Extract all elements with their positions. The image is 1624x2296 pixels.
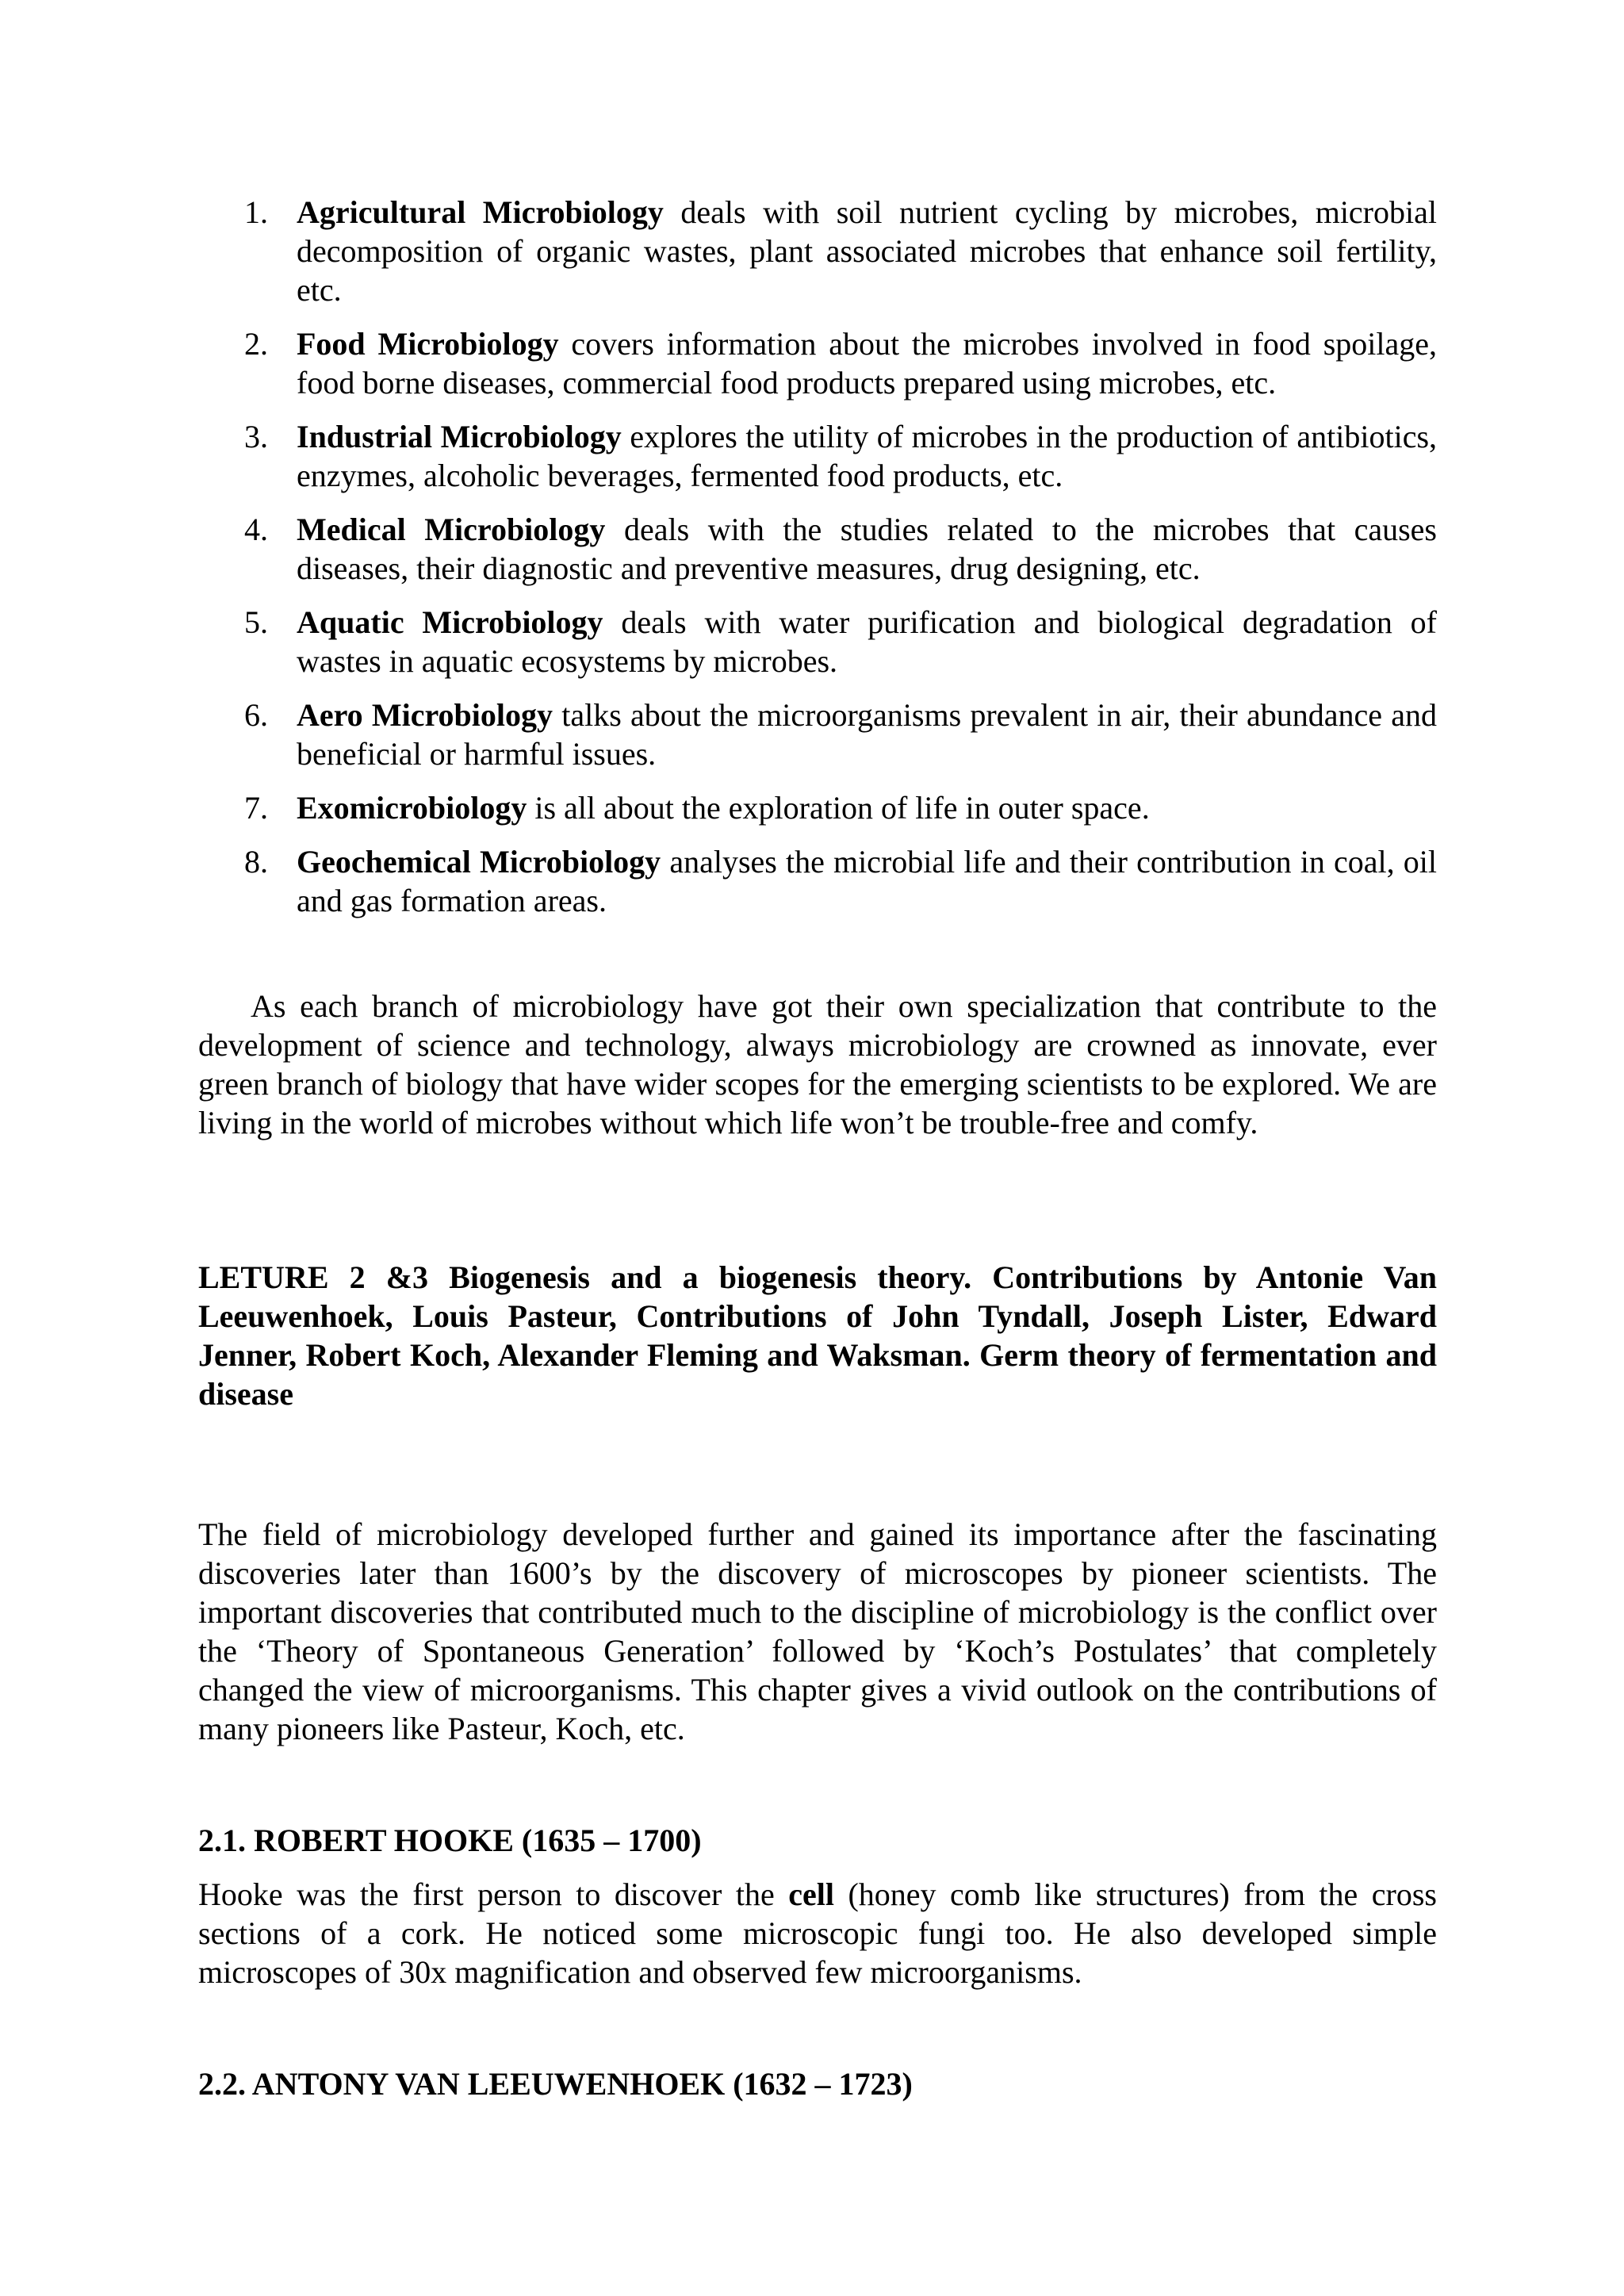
branch-description: deals with water purification and biological degradation of wastes in aquatic ecosystems by microbes. xyxy=(297,604,1437,679)
hooke-bold-word: cell xyxy=(788,1876,834,1912)
list-item-number: 3. xyxy=(244,419,268,454)
list-item xyxy=(198,603,1437,680)
section-heading-hooke: 2.1. ROBERT HOOKE (1635 – 1700) xyxy=(198,1823,702,1858)
list-item xyxy=(198,193,1437,309)
list-item-number: 2. xyxy=(244,326,268,362)
hooke-text-after: (honey comb like structures) from the cross sections of a cork. He noticed some microscopic fungi too. He also developed simple microscopes of 30x magnification and observed few microorganisms. xyxy=(198,1876,1438,1990)
list-item-number: 4. xyxy=(244,512,268,547)
branch-description: deals with soil nutrient cycling by microbes, microbial decomposition of organic wastes, plant associated microbes that enhance soil fertility, etc. xyxy=(297,194,1437,308)
branch-description: covers information about the microbes involved in food spoilage, food borne diseases, commercial food products prepared using microbes, etc. xyxy=(297,326,1437,401)
branch-description: explores the utility of microbes in the production of antibiotics, enzymes, alcoholic beverages, fermented food products, etc. xyxy=(297,419,1438,493)
list-item xyxy=(198,324,1437,402)
branch-term: Agricultural Microbiology xyxy=(297,194,664,230)
microbiology-branches-list xyxy=(198,193,1437,920)
branch-term: Food Microbiology xyxy=(297,326,559,362)
page-content xyxy=(198,193,1437,2103)
list-item xyxy=(198,696,1437,773)
branch-description: analyses the microbial life and their contribution in coal, oil and gas formation areas. xyxy=(297,844,1438,918)
branch-description: deals with the studies related to the microbes that causes diseases, their diagnostic and preventive measures, drug designing, etc. xyxy=(297,512,1437,586)
hooke-text-before: Hooke was the first person to discover the xyxy=(198,1876,789,1912)
list-item xyxy=(198,788,1437,827)
branch-term: Exomicrobiology xyxy=(297,790,527,826)
hooke-paragraph xyxy=(198,1875,1437,1991)
summary-paragraph: As each branch of microbiology have got their own specialization that contribute to the development of science and technology, always microbiology are crowned as innovate, ever green branch of biology that have wider scopes for the emerging scientists to be explored. We are living in the world of microbes without which life won’t be trouble-free and comfy. xyxy=(198,988,1437,1140)
list-item-number: 6. xyxy=(244,697,268,733)
list-item-number: 8. xyxy=(244,844,268,880)
branch-term: Geochemical Microbiology xyxy=(297,844,661,880)
lecture-heading: LETURE 2 &3 Biogenesis and a biogenesis theory. Contributions by Antonie Van Leeuwenhoek, Louis Pasteur, Contributions of John Tyndall, Joseph Lister, Edward Jenner, Robert Koch, Alexander Fleming and Waksman. Germ theory of fermentation and disease xyxy=(198,1259,1437,1412)
branch-description: is all about the exploration of life in outer space. xyxy=(527,790,1150,826)
branch-term: Aero Microbiology xyxy=(297,697,553,733)
list-item-number: 5. xyxy=(244,604,268,640)
list-item xyxy=(198,510,1437,588)
branch-description: talks about the microorganisms prevalent in air, their abundance and beneficial or harmful issues. xyxy=(297,697,1438,772)
branch-term: Aquatic Microbiology xyxy=(297,604,603,640)
list-item-number: 1. xyxy=(244,194,268,230)
list-item-number: 7. xyxy=(244,790,268,826)
list-item xyxy=(198,417,1437,495)
branch-term: Industrial Microbiology xyxy=(297,419,622,454)
section-heading-leeuwenhoek: 2.2. ANTONY VAN LEEUWENHOEK (1632 – 1723) xyxy=(198,2066,913,2102)
list-item xyxy=(198,842,1437,920)
branch-term: Medical Microbiology xyxy=(297,512,606,547)
intro-paragraph: The field of microbiology developed further and gained its importance after the fascinating discoveries later than 1600’s by the discovery of microscopes by pioneer scientists. The important discoveries that contributed much to the discipline of microbiology is the conflict over the ‘Theory of Spontaneous Generation’ followed by ‘Koch’s Postulates’ that completely changed the view of microorganisms. This chapter gives a vivid outlook on the contributions of many pioneers like Pasteur, Koch, etc. xyxy=(198,1516,1437,1746)
